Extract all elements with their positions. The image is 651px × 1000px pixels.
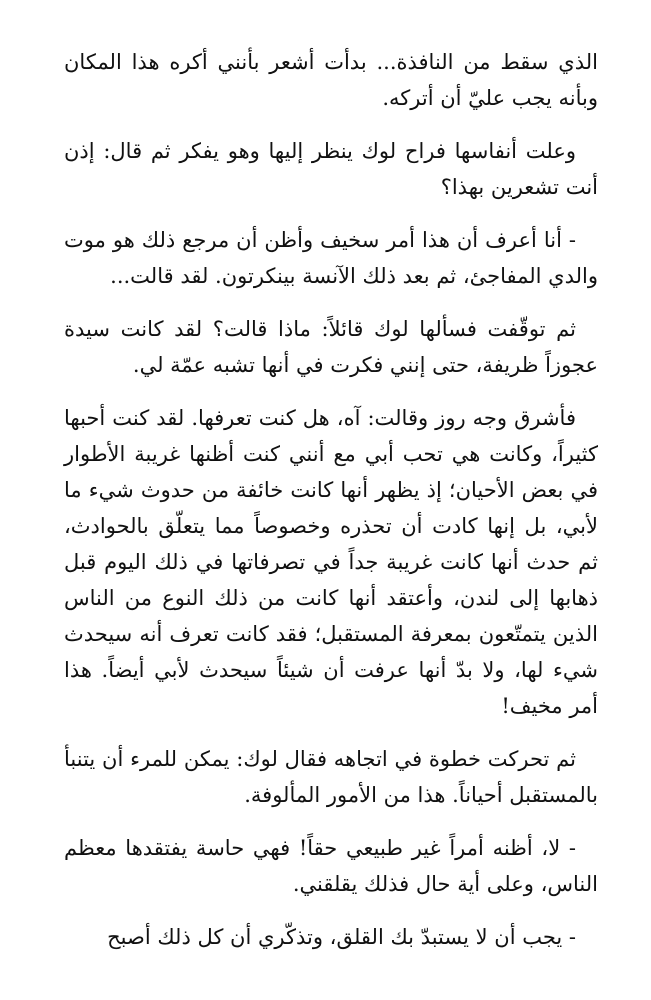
paragraph-3: - أنا أعرف أن هذا أمر سخيف وأظن أن مرجع ذلك هو موت والدي المفاجئ، ثم بعد ذلك الآنسة بينكرتون. لقد قالت...	[64, 228, 598, 288]
paragraph-7: - لا، أظنه أمراً غير طبيعي حقاً! فهي حاسة يفتقدها معظم الناس، وعلى أية حال فذلك يقلقني.	[64, 836, 598, 896]
paragraph-4: ثم توقّفت فسألها لوك قائلاً: ماذا قالت؟ لقد كانت سيدة عجوزاً ظريفة، حتى إنني فكرت في أنها تشبه عمّة لي.	[64, 317, 598, 377]
paragraph-2: وعلت أنفاسها فراح لوك ينظر إليها وهو يفكر ثم قال: إذن أنت تشعرين بهذا؟	[64, 139, 598, 199]
paragraph-1: الذي سقط من النافذة... بدأت أشعر بأنني أكره هذا المكان وبأنه يجب عليّ أن أتركه.	[64, 50, 598, 110]
paragraph-8: - يجب أن لا يستبدّ بك القلق، وتذكّري أن كل ذلك أصبح	[107, 925, 576, 949]
book-page	[64, 44, 598, 972]
paragraph-5: فأشرق وجه روز وقالت: آه، هل كنت تعرفها. لقد كنت أحبها كثيراً، وكانت هي تحب أبي مع أنني كنت أظنها غريبة الأطوار في بعض الأحيان؛ إذ يظهر أنها كانت خائفة من حدوث شيء ما لأبي، بل إنها كادت أن تحذره وخصوصاً مما يتعلّق بالحوادث، ثم حدث أنها كانت غريبة جداً في تصرفاتها في ذلك اليوم قبل ذهابها إلى لندن، وأعتقد أنها كانت من ذلك النوع من الناس الذين يتمتّعون بمعرفة المستقبل؛ فقد كانت تعرف أنه سيحدث شيء لها، ولا بدّ أنها عرفت أن شيئاً سيحدث لأبي أيضاً. هذا أمر مخيف!	[64, 406, 598, 718]
paragraph-6: ثم تحركت خطوة في اتجاهه فقال لوك: يمكن للمرء أن يتنبأ بالمستقبل أحياناً. هذا من الأمور المألوفة.	[64, 747, 598, 807]
